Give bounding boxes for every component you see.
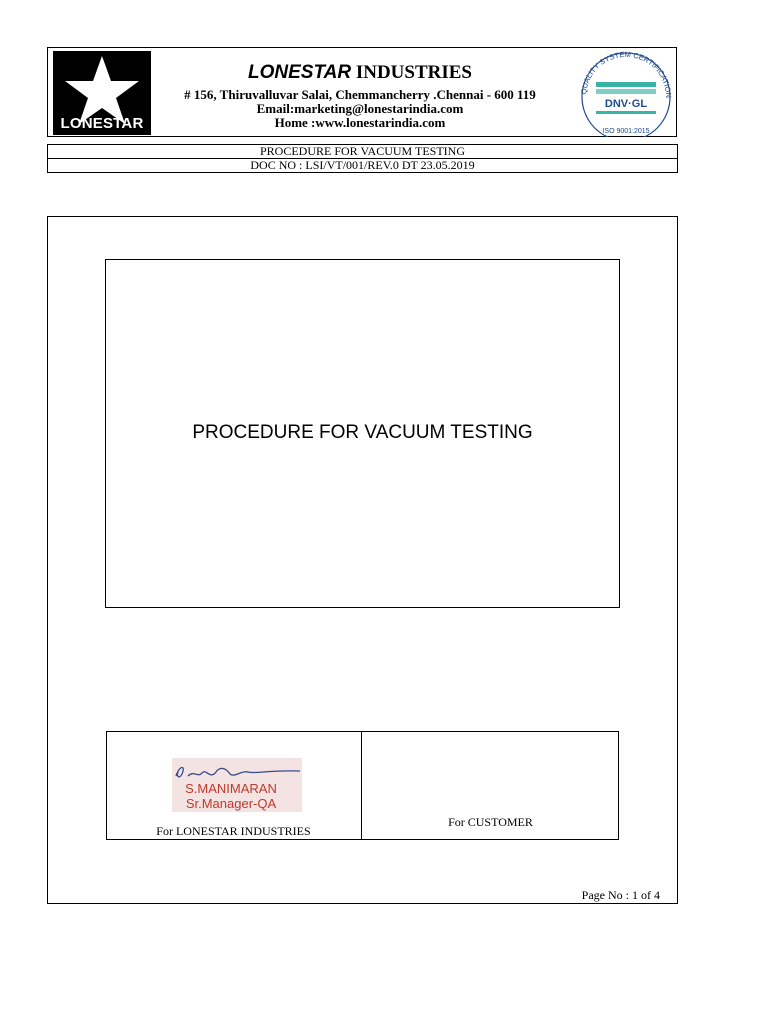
cover-title: PROCEDURE FOR VACUUM TESTING xyxy=(192,422,533,443)
company-signature-label: For LONESTAR INDUSTRIES xyxy=(156,824,311,838)
signatory-name: S.MANIMARAN xyxy=(185,781,277,796)
signatory-role: Sr.Manager-QA xyxy=(185,796,277,811)
company-address: # 156, Thiruvalluvar Salai, Chemmancherry .Chennai - 600 119 xyxy=(184,87,536,102)
logo-text: LONESTAR xyxy=(60,115,144,132)
company-email: Email:marketing@lonestarindia.com xyxy=(256,101,464,116)
company-name-rest: INDUSTRIES xyxy=(355,62,472,83)
certification-badge xyxy=(572,49,678,137)
customer-signature-label: For CUSTOMER xyxy=(448,815,533,829)
document-title-row: PROCEDURE FOR VACUUM TESTING xyxy=(47,144,678,159)
page-number: Page No : 1 of 4 xyxy=(581,888,660,902)
document-number-row: DOC NO : LSI/VT/001/REV.0 DT 23.05.2019 xyxy=(47,158,678,173)
cert-standard: ISO 9001:2015 xyxy=(602,128,650,135)
company-website: Home :www.lonestarindia.com xyxy=(274,115,446,130)
company-name-bold: LONESTAR xyxy=(248,62,352,83)
cert-arc-text: QUALITY SYSTEM CERTIFICATION xyxy=(579,49,674,99)
cert-brand: DNV·GL xyxy=(604,98,648,110)
company-name xyxy=(160,62,560,84)
